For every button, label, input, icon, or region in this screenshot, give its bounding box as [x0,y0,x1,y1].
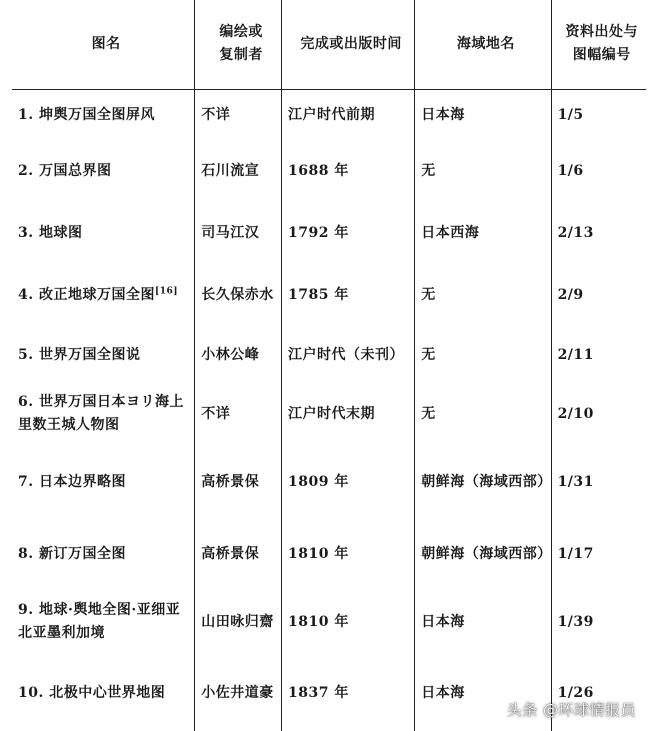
cell-author-text: 不详 [201,405,231,422]
header-row [12,0,646,89]
cell-source-text: 1/31 [557,473,594,490]
cell-author [195,201,282,265]
cell-name-text: 1. 坤舆万国全图屏风 [18,106,155,123]
cell-name [12,520,195,588]
cell-time-text: 1809 年 [288,473,349,490]
cell-time-text: 1810 年 [288,613,349,630]
cell-sea-text: 日本海 [421,685,465,701]
cell-sea [415,444,551,520]
cell-name [12,656,195,731]
cell-time [282,141,415,201]
cell-time [282,89,415,141]
cell-sea-text: 朝鲜海（海域西部） [421,473,552,490]
cell-sea-text: 无 [421,405,436,422]
table-row [12,141,646,201]
cell-source-text: 1/6 [557,162,584,179]
cell-author-text: 长久保赤水 [201,287,274,303]
cell-sea [415,141,551,201]
header-source-line1: 资料出处与 [565,24,639,41]
header-time: 完成或出版时间 [282,0,415,89]
cell-name-text: 4. 改正地球万国全图 [18,287,155,303]
cell-source [551,588,646,656]
table-row [12,444,646,520]
cell-author [195,520,282,588]
cell-source-text: 2/11 [557,346,594,363]
cell-sea [415,265,551,326]
cell-sea [415,384,551,444]
footnote-ref: [16] [155,286,179,297]
cell-time-text: 江户时代前期 [288,106,376,123]
cell-time [282,656,415,731]
cell-author [195,326,282,384]
cell-source [551,444,646,520]
cell-source [551,201,646,265]
cell-time-text: 1837 年 [288,685,349,701]
cell-time [282,588,415,656]
cell-source-text: 1/5 [557,106,584,123]
header-author-line1: 编绘或 [219,24,263,41]
header-sea: 海域地名 [415,0,551,89]
cell-author [195,656,282,731]
cell-sea-text: 无 [421,287,436,303]
cell-name [12,265,195,326]
cell-sea [415,520,551,588]
cell-author [195,89,282,141]
cell-sea [415,89,551,141]
cell-name [12,89,195,141]
header-author-line2: 复制者 [219,47,263,64]
cell-name [12,444,195,520]
cell-author-text: 小佐井道豪 [201,685,274,701]
cell-source [551,384,646,444]
cell-time-text: 1688 年 [288,162,349,179]
cell-sea [415,588,551,656]
cell-name [12,384,195,444]
cell-author [195,141,282,201]
table-row [12,326,646,384]
cell-name [12,588,195,656]
table-row [12,384,646,444]
cell-time-text: 江户时代末期 [288,405,376,422]
cell-name [12,141,195,201]
cell-source [551,265,646,326]
watermark: 头条 @环球情报员 [506,701,636,719]
cell-author [195,384,282,444]
cell-name-text: 5. 世界万国全图说 [18,346,141,363]
table-row [12,520,646,588]
table-row [12,265,646,326]
cell-author [195,588,282,656]
cell-name-text: 7. 日本边界略图 [18,473,126,490]
cell-source [551,89,646,141]
cell-author-text: 高桥景保 [201,473,260,490]
cell-time [282,520,415,588]
header-source-line2: 图幅编号 [572,47,631,64]
cell-time-text: 1792 年 [288,224,349,241]
cell-time [282,201,415,265]
cell-name [12,326,195,384]
cell-sea-text: 日本西海 [421,224,480,241]
cell-time [282,326,415,384]
cell-author [195,444,282,520]
cell-time [282,444,415,520]
cell-author-text: 小林公峰 [201,346,260,363]
cell-time-text: 1785 年 [288,287,349,303]
cell-name-text: 8. 新订万国全图 [18,545,126,562]
cell-author [195,265,282,326]
cell-source-text: 1/17 [557,545,594,562]
cell-name-text: 10. 北极中心世界地图 [18,685,166,701]
cell-name-text: 6. 世界万国日本ヨリ海上里数王城人物图 [18,394,184,433]
table-row [12,588,646,656]
table-row [12,201,646,265]
map-table [12,0,646,731]
cell-author-text: 高桥景保 [201,545,260,562]
cell-source-text: 1/26 [557,685,594,701]
cell-source-text: 2/10 [557,405,594,422]
table-body [12,89,646,731]
table-row [12,89,646,141]
header-author [195,0,282,89]
cell-name-text: 9. 地球·舆地全图·亚细亚北亚墨利加境 [18,602,181,641]
cell-sea-text: 无 [421,346,436,363]
cell-source [551,326,646,384]
cell-author-text: 不详 [201,106,231,123]
header-name: 图名 [12,0,195,89]
cell-sea-text: 日本海 [421,613,465,630]
cell-time [282,265,415,326]
header-source [551,0,646,89]
cell-sea [415,326,551,384]
cell-sea-text: 无 [421,162,436,179]
cell-sea [415,201,551,265]
cell-source [551,520,646,588]
cell-source-text: 2/9 [557,287,584,303]
cell-time [282,384,415,444]
cell-sea-text: 日本海 [421,106,465,123]
cell-author-text: 石川流宣 [201,162,260,179]
cell-name [12,201,195,265]
cell-source [551,141,646,201]
cell-time-text: 1810 年 [288,545,349,562]
cell-source-text: 1/39 [557,613,594,630]
cell-name-text: 2. 万国总界图 [18,162,112,179]
cell-author-text: 山田咏归齋 [201,613,274,630]
cell-time-text: 江户时代（未刊） [288,346,405,363]
cell-author-text: 司马江汉 [201,224,260,241]
cell-name-text: 3. 地球图 [18,224,83,241]
cell-sea-text: 朝鲜海（海域西部） [421,545,552,562]
cell-source-text: 2/13 [557,224,594,241]
